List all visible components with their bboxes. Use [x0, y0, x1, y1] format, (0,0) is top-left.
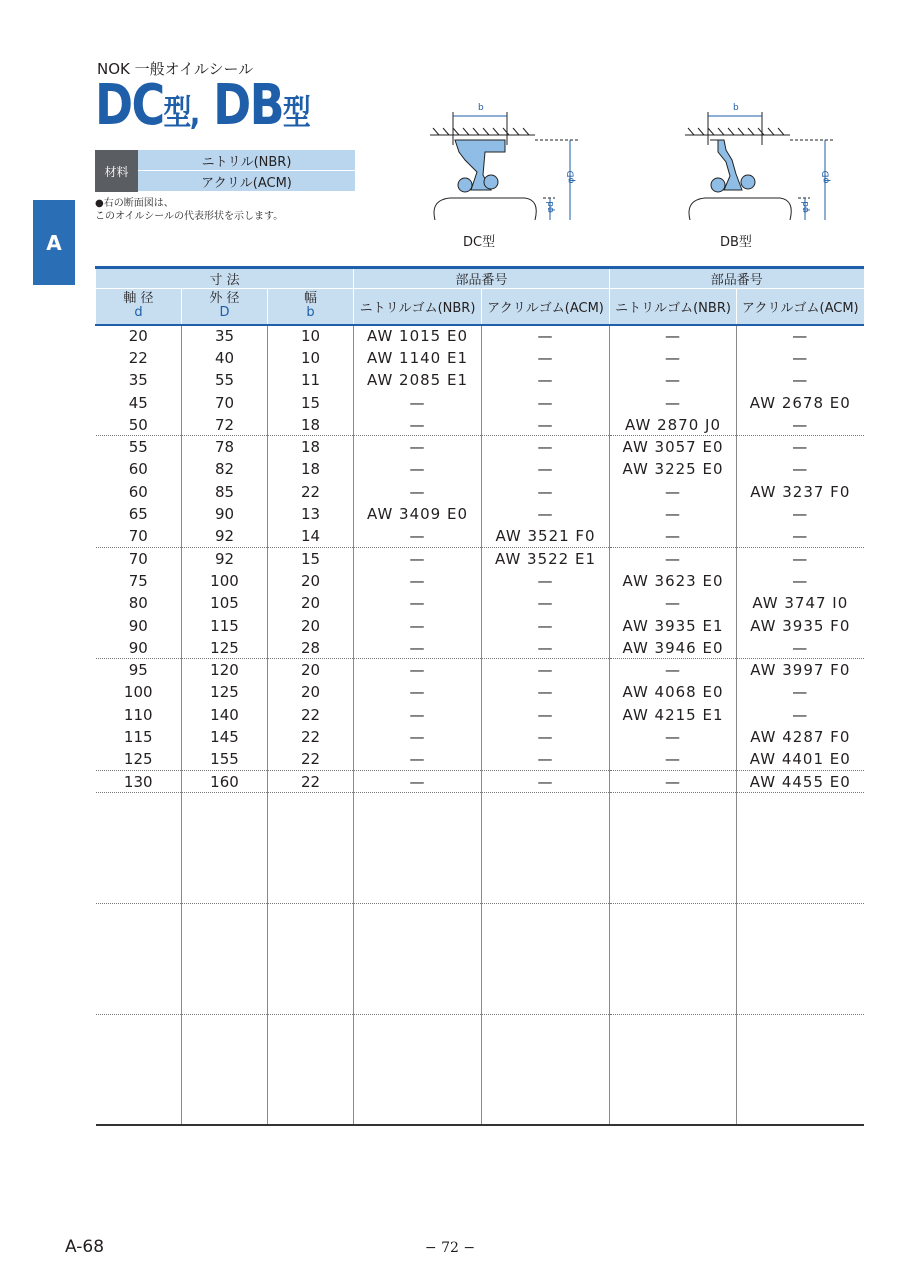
table-cell: —	[610, 481, 737, 503]
table-cell: 75	[128, 571, 148, 590]
table-cell: —	[482, 637, 610, 659]
table-cell: 90	[96, 637, 182, 659]
table-cell: 55	[128, 438, 148, 457]
table-cell: —	[610, 369, 737, 391]
table-cell: AW 3409 E0	[354, 503, 482, 525]
table-cell: AW 4455 E0	[737, 770, 864, 792]
table-cell: —	[482, 704, 610, 726]
col-db-nbr: ニトリルゴム(NBR)	[610, 289, 737, 325]
table-cell: —	[610, 325, 737, 347]
table-cell: 20	[128, 327, 148, 346]
table-row	[96, 570, 864, 592]
table-cell: AW 3935 F0	[737, 614, 864, 636]
table-cell: 45	[128, 393, 148, 412]
table-cell: —	[737, 503, 864, 525]
table-cell: AW 3747 I0	[737, 592, 864, 614]
table-cell: —	[354, 525, 482, 547]
table-cell: —	[482, 369, 610, 391]
title-dc: DC	[95, 73, 164, 138]
table-cell: —	[354, 681, 482, 703]
table-cell: 13	[268, 503, 354, 525]
table-cell: —	[610, 659, 737, 681]
table-cell: AW 3935 E1	[610, 614, 737, 636]
table-row	[96, 347, 864, 369]
material-acm: アクリル(ACM)	[138, 171, 355, 191]
table-cell: —	[737, 325, 864, 347]
col-label: 外 径	[209, 291, 240, 307]
table-cell: 115	[182, 614, 268, 636]
table-cell: —	[482, 748, 610, 770]
table-cell: 15	[268, 391, 354, 413]
table-cell: 55	[182, 369, 268, 391]
table-cell: AW 1140 E1	[354, 347, 482, 369]
table-cell: 70	[128, 549, 148, 568]
table-cell: 90	[182, 503, 268, 525]
header-part-number-dc: 部品番号	[354, 268, 610, 289]
table-cell: AW 3997 F0	[737, 659, 864, 681]
title-type-2: 型	[282, 93, 310, 133]
table-row	[96, 770, 864, 792]
table-cell: —	[354, 637, 482, 659]
table-row	[96, 503, 864, 525]
table-cell: —	[354, 570, 482, 592]
table-cell: —	[354, 614, 482, 636]
table-cell: AW 4401 E0	[737, 748, 864, 770]
table-row	[96, 414, 864, 436]
col-outer-diameter	[182, 289, 268, 325]
table-cell: 22	[128, 348, 148, 367]
table-cell: AW 2678 E0	[737, 391, 864, 413]
table-cell: —	[737, 458, 864, 480]
table-cell: AW 2085 E1	[354, 369, 482, 391]
table-cell: 20	[268, 592, 354, 614]
table-cell: 60	[128, 460, 148, 479]
table-cell: 105	[182, 592, 268, 614]
table-cell: 15	[268, 547, 354, 569]
table-cell: —	[354, 659, 482, 681]
header-dimensions: 寸 法	[96, 268, 354, 289]
db-caption: DB型	[720, 235, 752, 250]
table-row	[96, 369, 864, 391]
table-cell: —	[610, 770, 737, 792]
table-cell: 22	[268, 748, 354, 770]
table-body	[96, 325, 864, 1125]
table-cell: —	[354, 547, 482, 569]
db-label-d: φd	[800, 201, 811, 213]
col-label: 軸 径	[123, 291, 154, 307]
table-cell: 92	[182, 525, 268, 547]
table-cell: 160	[182, 770, 268, 792]
table-cell: —	[610, 391, 737, 413]
table-cell: 110	[123, 705, 153, 724]
table-cell: AW 3225 E0	[610, 458, 737, 480]
dc-diagram-svg	[425, 90, 585, 220]
table-cell: —	[737, 547, 864, 569]
table-cell: 28	[268, 637, 354, 659]
material-box	[95, 150, 355, 192]
table-cell: —	[482, 770, 610, 792]
table-cell: 125	[96, 748, 182, 770]
table-cell: AW 1015 E0	[354, 325, 482, 347]
table-cell: —	[737, 347, 864, 369]
table-cell: —	[354, 414, 482, 436]
table-cell: 95	[128, 661, 148, 680]
table-row	[96, 659, 864, 681]
header-part-number-db: 部品番号	[610, 268, 864, 289]
material-nbr: ニトリル(NBR)	[138, 150, 355, 170]
table-cell: 10	[268, 347, 354, 369]
table-cell: —	[482, 347, 610, 369]
table-cell: AW 3522 E1	[482, 547, 610, 569]
table-cell: AW 4068 E0	[610, 681, 737, 703]
table-cell: 130	[96, 770, 182, 792]
table-cell: 82	[182, 458, 268, 480]
title-type-1: 型,	[163, 93, 199, 133]
table-cell: AW 3623 E0	[610, 570, 737, 592]
table-cell: 115	[123, 727, 153, 746]
dc-label-d: φd	[545, 201, 556, 213]
note-line-1: ●右の断面図は、	[95, 198, 174, 209]
table-cell: 14	[268, 525, 354, 547]
section-tab: A	[33, 200, 75, 285]
col-shaft-diameter	[96, 289, 182, 325]
table-cell: —	[482, 503, 610, 525]
table-cell: —	[354, 726, 482, 748]
table-cell: —	[610, 748, 737, 770]
table-cell: 18	[268, 436, 354, 458]
table-cell: 85	[182, 481, 268, 503]
table-cell: —	[482, 325, 610, 347]
note-line-2: このオイルシールの代表形状を示します。	[95, 211, 284, 222]
col-dc-nbr: ニトリルゴム(NBR)	[354, 289, 482, 325]
table-cell: —	[354, 458, 482, 480]
table-cell: —	[610, 592, 737, 614]
table-cell: 125	[182, 637, 268, 659]
table-cell: —	[354, 481, 482, 503]
table-cell: 120	[182, 659, 268, 681]
title-db: DB	[213, 73, 283, 138]
db-diagram-svg	[680, 90, 840, 220]
table-cell: —	[354, 391, 482, 413]
col-db-acm: アクリルゴム(ACM)	[737, 289, 864, 325]
table-row	[96, 704, 864, 726]
table-cell: AW 3237 F0	[737, 481, 864, 503]
table-row	[96, 637, 864, 659]
table-cell: —	[482, 436, 610, 458]
table-cell: 22	[268, 770, 354, 792]
table-cell: 20	[268, 570, 354, 592]
table-cell: —	[610, 547, 737, 569]
table-cell: 60	[128, 482, 148, 501]
material-label: 材料	[95, 150, 138, 192]
table-cell: AW 4215 E1	[610, 704, 737, 726]
table-cell: 140	[182, 704, 268, 726]
page-number: − 72 −	[424, 1240, 476, 1256]
table-row	[96, 614, 864, 636]
table-cell: —	[482, 659, 610, 681]
table-cell: AW 3521 F0	[482, 525, 610, 547]
col-symbol: D	[219, 305, 230, 321]
col-width	[268, 289, 354, 325]
table-cell: —	[610, 726, 737, 748]
table-row	[96, 481, 864, 503]
table-row	[96, 325, 864, 347]
table-row	[96, 681, 864, 703]
table-cell: —	[737, 637, 864, 659]
dc-cross-section-diagram	[425, 90, 585, 224]
table-cell: 50	[96, 414, 182, 436]
table-cell: AW 3946 E0	[610, 637, 737, 659]
table-cell: 22	[268, 704, 354, 726]
parts-table	[95, 266, 864, 1126]
table-row	[96, 525, 864, 547]
table-cell: AW 4287 F0	[737, 726, 864, 748]
dc-label-D: φD	[566, 170, 577, 184]
table-cell: 145	[182, 726, 268, 748]
table-cell: —	[737, 681, 864, 703]
table-cell: 92	[182, 547, 268, 569]
table-cell: —	[354, 748, 482, 770]
page-title	[95, 73, 310, 138]
table-cell: —	[354, 592, 482, 614]
table-cell: AW 2870 J0	[610, 414, 737, 436]
table-cell: —	[482, 592, 610, 614]
table-cell: 20	[268, 681, 354, 703]
table-cell: 11	[268, 369, 354, 391]
table-row	[96, 748, 864, 770]
table-cell: —	[482, 681, 610, 703]
empty-row	[96, 1015, 864, 1125]
parts-table-wrapper	[95, 266, 863, 1126]
table-cell: 10	[268, 325, 354, 347]
table-cell: —	[354, 770, 482, 792]
table-row	[96, 458, 864, 480]
table-cell: —	[610, 525, 737, 547]
table-cell: 18	[268, 414, 354, 436]
table-row	[96, 391, 864, 413]
empty-row	[96, 793, 864, 904]
catalog-subtitle: NOK 一般オイルシール	[97, 60, 254, 78]
table-cell: —	[737, 704, 864, 726]
table-cell: 90	[128, 616, 148, 635]
diagram-note	[95, 197, 283, 223]
table-cell: —	[354, 704, 482, 726]
db-label-b: b	[733, 103, 739, 113]
table-cell: AW 3057 E0	[610, 436, 737, 458]
table-cell: —	[482, 414, 610, 436]
table-cell: —	[482, 391, 610, 413]
empty-row	[96, 904, 864, 1015]
col-dc-acm: アクリルゴム(ACM)	[482, 289, 610, 325]
dc-label-b: b	[478, 103, 484, 113]
table-cell: 72	[182, 414, 268, 436]
col-symbol: b	[306, 305, 315, 321]
table-cell: —	[482, 726, 610, 748]
table-cell: —	[737, 414, 864, 436]
table-cell: —	[610, 503, 737, 525]
db-label-D: φD	[821, 170, 832, 184]
table-row	[96, 592, 864, 614]
table-header	[96, 268, 864, 325]
table-cell: —	[737, 570, 864, 592]
table-cell: —	[482, 481, 610, 503]
table-cell: 22	[268, 726, 354, 748]
table-cell: —	[354, 436, 482, 458]
table-cell: —	[482, 614, 610, 636]
table-cell: 35	[128, 371, 148, 390]
table-cell: 78	[182, 436, 268, 458]
table-cell: —	[737, 369, 864, 391]
table-row	[96, 726, 864, 748]
table-cell: —	[482, 570, 610, 592]
table-cell: 65	[128, 505, 148, 524]
table-cell: 35	[182, 325, 268, 347]
table-cell: 20	[268, 659, 354, 681]
table-cell: —	[737, 525, 864, 547]
table-cell: 125	[182, 681, 268, 703]
table-cell: 22	[268, 481, 354, 503]
table-cell: 80	[128, 594, 148, 613]
table-row	[96, 547, 864, 569]
col-label: 幅	[304, 291, 318, 307]
table-cell: 100	[123, 683, 153, 702]
table-cell: 20	[268, 614, 354, 636]
table-row	[96, 436, 864, 458]
dc-caption: DC型	[463, 235, 496, 250]
db-cross-section-diagram	[680, 90, 840, 224]
col-symbol: d	[134, 305, 143, 321]
table-cell: —	[610, 347, 737, 369]
table-cell: 100	[182, 570, 268, 592]
table-cell: 18	[268, 458, 354, 480]
table-cell: 70	[182, 391, 268, 413]
table-cell: —	[737, 436, 864, 458]
page-label: A-68	[65, 1237, 105, 1257]
table-cell: 155	[182, 748, 268, 770]
table-cell: 40	[182, 347, 268, 369]
table-cell: 70	[96, 525, 182, 547]
table-cell: —	[482, 458, 610, 480]
